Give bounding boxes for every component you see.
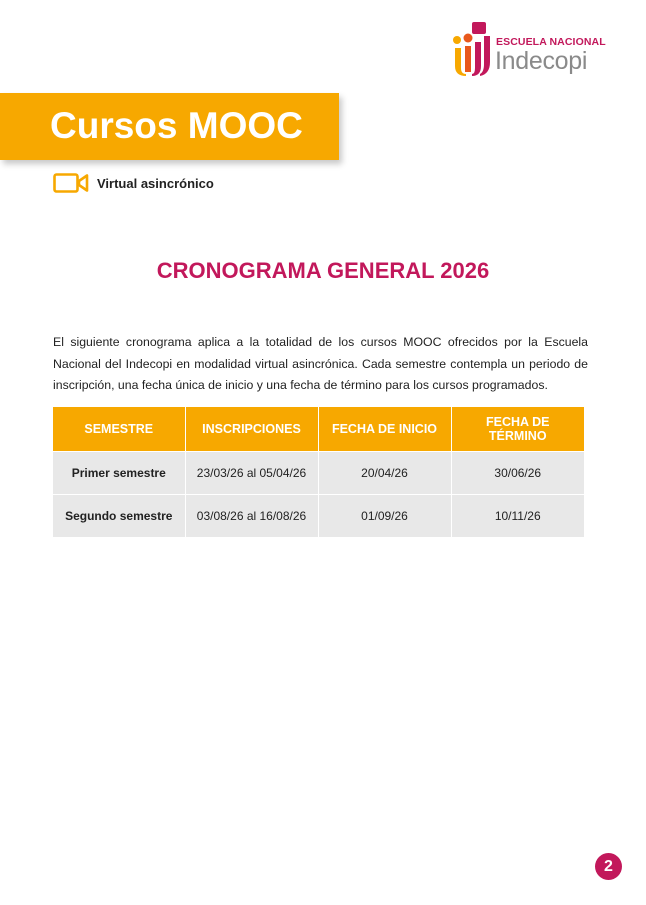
cell-fecha-termino: 30/06/26	[451, 452, 584, 495]
page-number-badge: 2	[595, 853, 622, 880]
cell-fecha-inicio: 01/09/26	[318, 495, 451, 538]
indecopi-logo	[452, 22, 612, 78]
logo-line-1: ESCUELA NACIONAL	[496, 36, 606, 48]
logo-line-2: Indecopi	[495, 47, 588, 75]
header-fecha-inicio: FECHA DE INICIO	[318, 407, 451, 452]
header-semestre: SEMESTRE	[53, 407, 185, 452]
page-title: CRONOGRAMA GENERAL 2026	[156, 258, 490, 283]
cell-inscripciones: 03/08/26 al 16/08/26	[185, 495, 318, 538]
video-camera-icon	[53, 173, 89, 193]
cell-fecha-termino: 10/11/26	[451, 495, 584, 538]
schedule-table	[53, 407, 584, 537]
table-row	[53, 495, 584, 538]
header-inscripciones: INSCRIPCIONES	[185, 407, 318, 452]
cell-semestre: Segundo semestre	[53, 495, 185, 538]
cell-fecha-inicio: 20/04/26	[318, 452, 451, 495]
header-fecha-termino: FECHA DE TÉRMINO	[451, 407, 584, 452]
logo-mark-icon	[452, 22, 496, 78]
banner-title: Cursos MOOC	[50, 105, 303, 146]
table-header-row	[53, 407, 584, 452]
modality-text: Virtual asincrónico	[97, 176, 214, 191]
title-banner	[0, 93, 339, 160]
table-row	[53, 452, 584, 495]
intro-paragraph: El siguiente cronograma aplica a la totalidad de los cursos MOOC ofrecidos por la Escuela Nacional del Indecopi en modalidad virtual asincrónica. Cada semestre contempla un periodo de inscripción, una fecha única de inicio y una fecha de término para los cursos programados.	[53, 335, 588, 393]
cell-semestre: Primer semestre	[53, 452, 185, 495]
cell-inscripciones: 23/03/26 al 05/04/26	[185, 452, 318, 495]
